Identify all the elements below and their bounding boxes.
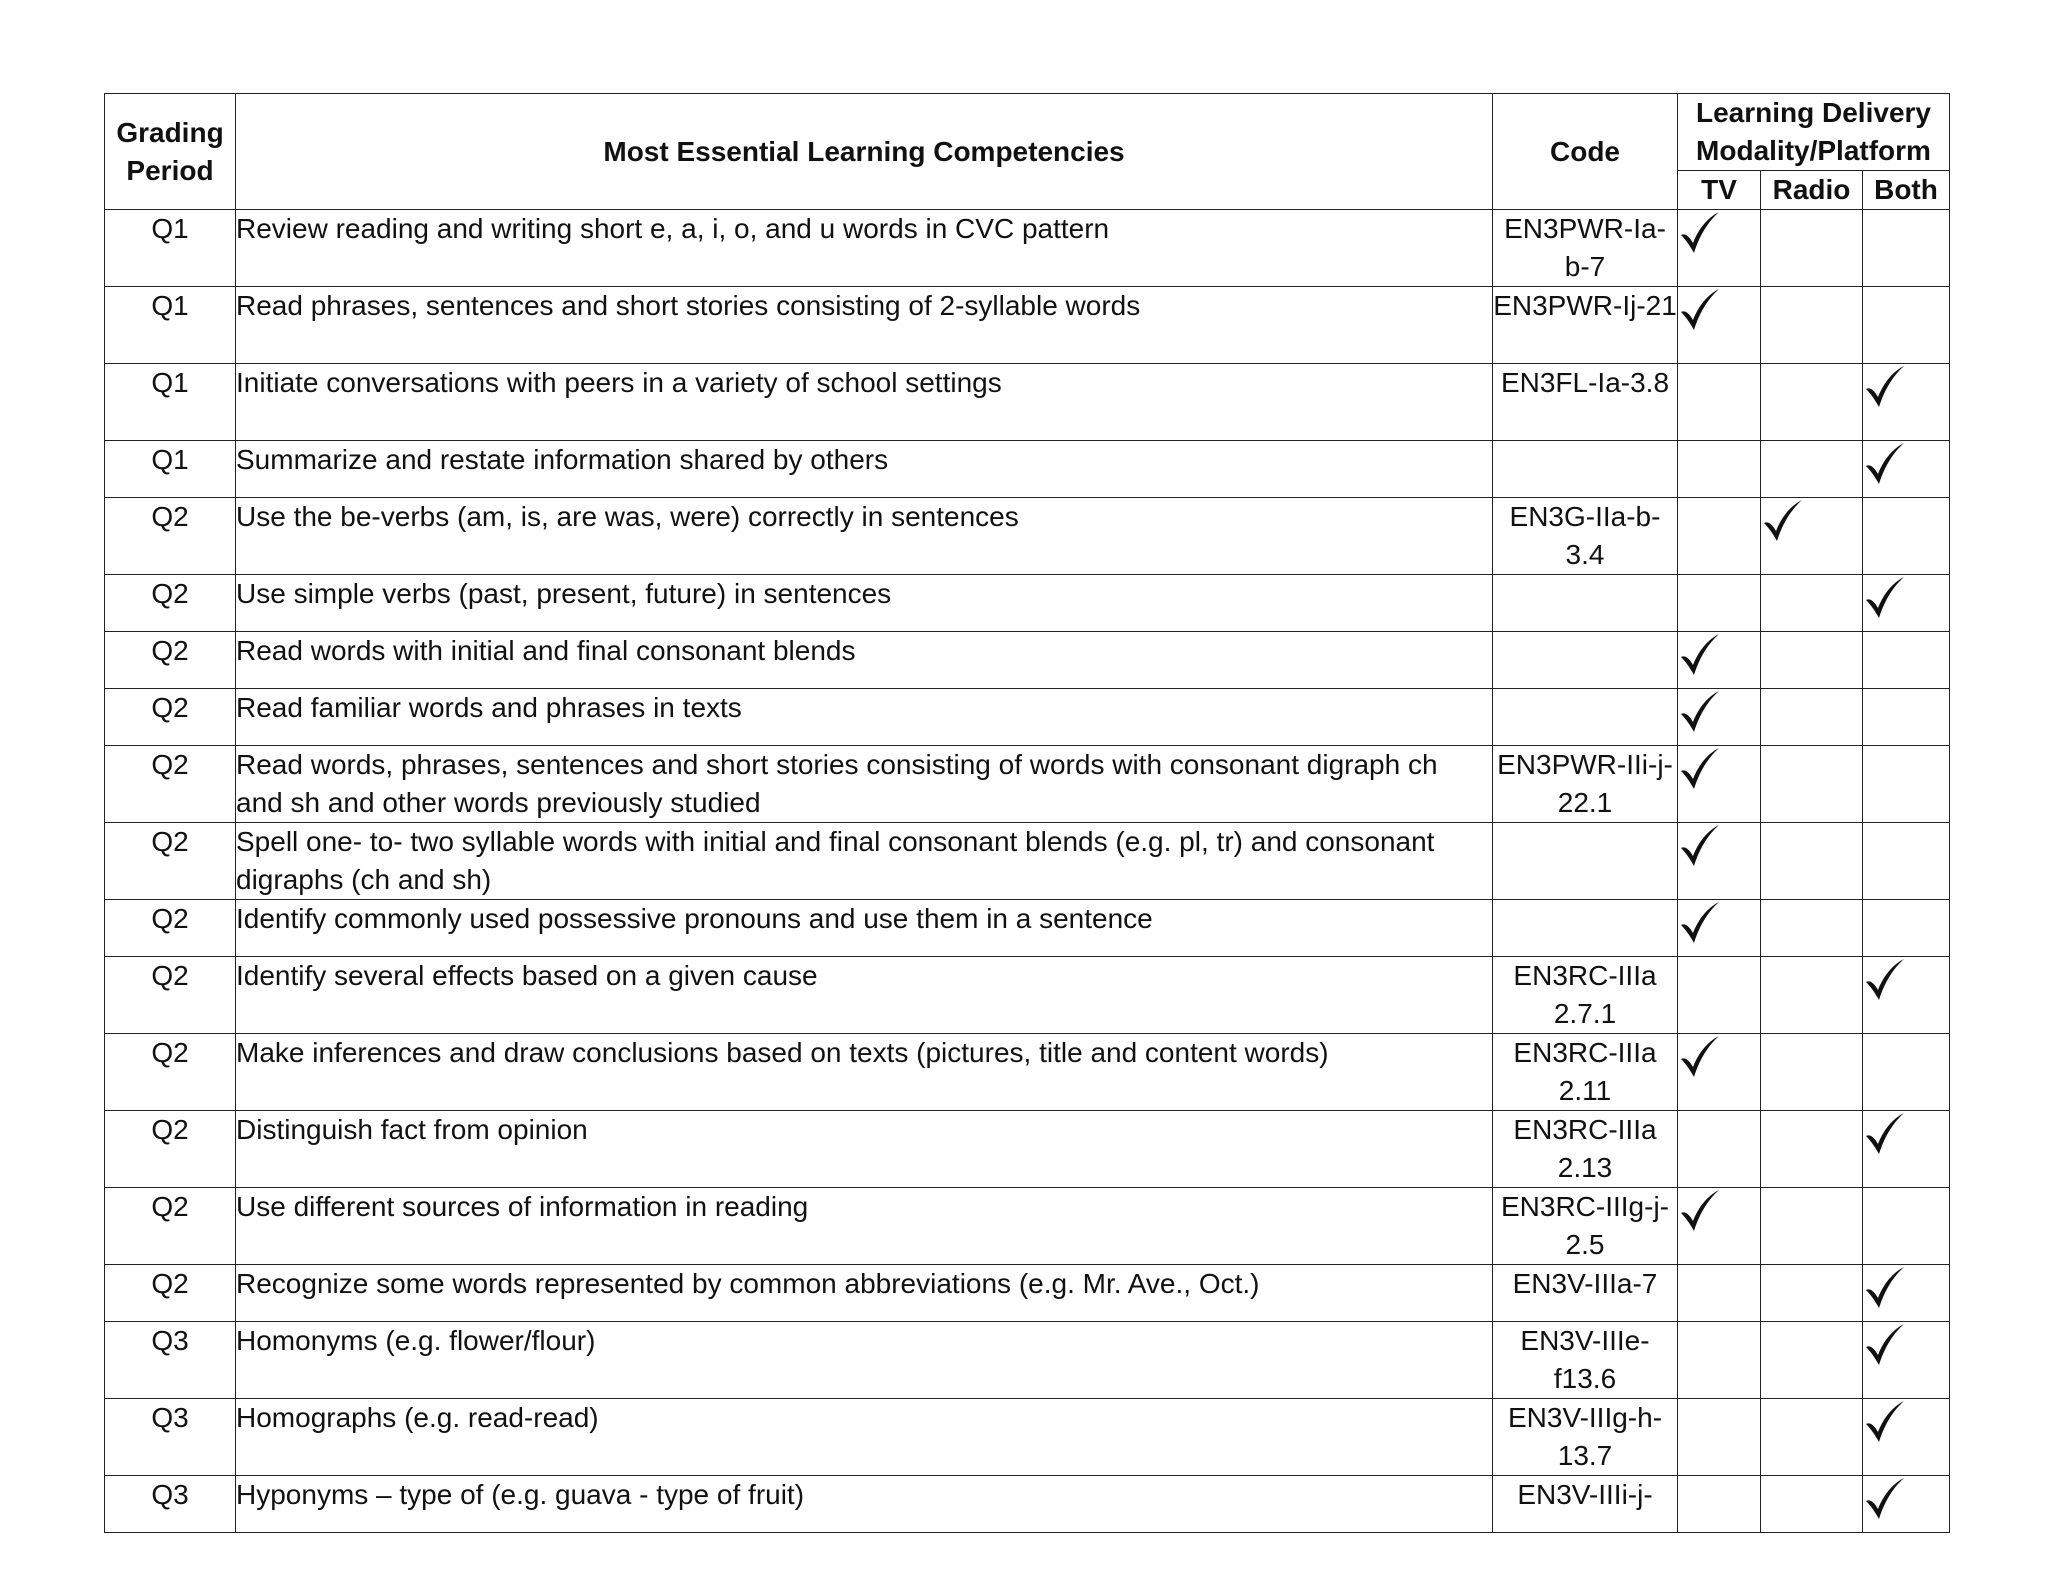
- grading-period-cell: Q2: [105, 823, 236, 900]
- checkmark-icon: [1863, 364, 1907, 410]
- code-cell: EN3PWR-Ia-b-7: [1493, 210, 1678, 287]
- code-cell: EN3PWR-IIi-j-22.1: [1493, 746, 1678, 823]
- platform-both-cell: [1863, 287, 1950, 364]
- competency-cell: Read words with initial and final consonant blends: [236, 632, 1493, 689]
- table-row: [105, 632, 1950, 689]
- grading-period-cell: Q1: [105, 287, 236, 364]
- grading-period-cell: Q2: [105, 746, 236, 823]
- header-code: Code: [1493, 94, 1678, 210]
- table-row: [105, 900, 1950, 957]
- table-body: [105, 210, 1950, 1533]
- checkmark-icon: [1678, 632, 1722, 678]
- platform-tv-cell: [1678, 1111, 1761, 1188]
- platform-both-cell: [1863, 689, 1950, 746]
- table-row: [105, 1265, 1950, 1322]
- platform-radio-cell: [1761, 441, 1863, 498]
- code-cell: [1493, 632, 1678, 689]
- platform-both-cell: [1863, 900, 1950, 957]
- code-cell: EN3V-IIIa-7: [1493, 1265, 1678, 1322]
- code-cell: EN3RC-IIIg-j-2.5: [1493, 1188, 1678, 1265]
- platform-both-cell: [1863, 957, 1950, 1034]
- platform-tv-cell: [1678, 210, 1761, 287]
- grading-period-cell: Q2: [105, 1265, 236, 1322]
- table-row: [105, 746, 1950, 823]
- table-row: [105, 1111, 1950, 1188]
- header-delivery-modality: Learning Delivery Modality/Platform: [1678, 94, 1950, 171]
- checkmark-icon: [1863, 957, 1907, 1003]
- grading-period-cell: Q2: [105, 957, 236, 1034]
- code-cell: EN3PWR-Ij-21: [1493, 287, 1678, 364]
- grading-period-cell: Q2: [105, 498, 236, 575]
- code-cell: [1493, 689, 1678, 746]
- table-row: [105, 689, 1950, 746]
- competency-cell: Homographs (e.g. read-read): [236, 1399, 1493, 1476]
- checkmark-icon: [1678, 1188, 1722, 1234]
- platform-tv-cell: [1678, 1322, 1761, 1399]
- platform-tv-cell: [1678, 441, 1761, 498]
- checkmark-icon: [1863, 1111, 1907, 1157]
- code-cell: [1493, 823, 1678, 900]
- platform-radio-cell: [1761, 1188, 1863, 1265]
- code-cell: EN3FL-Ia-3.8: [1493, 364, 1678, 441]
- platform-radio-cell: [1761, 364, 1863, 441]
- checkmark-icon: [1863, 575, 1907, 621]
- platform-both-cell: [1863, 1034, 1950, 1111]
- platform-radio-cell: [1761, 498, 1863, 575]
- table-row: [105, 364, 1950, 441]
- checkmark-icon: [1863, 1322, 1907, 1368]
- checkmark-icon: [1761, 498, 1805, 544]
- platform-tv-cell: [1678, 1399, 1761, 1476]
- platform-both-cell: [1863, 1322, 1950, 1399]
- header-tv: TV: [1678, 171, 1761, 210]
- competency-cell: Initiate conversations with peers in a variety of school settings: [236, 364, 1493, 441]
- platform-radio-cell: [1761, 632, 1863, 689]
- table-row: [105, 957, 1950, 1034]
- code-cell: EN3G-IIa-b-3.4: [1493, 498, 1678, 575]
- code-cell: EN3V-IIIe-f13.6: [1493, 1322, 1678, 1399]
- platform-both-cell: [1863, 1188, 1950, 1265]
- grading-period-cell: Q2: [105, 900, 236, 957]
- code-cell: [1493, 575, 1678, 632]
- competency-cell: Use the be-verbs (am, is, are was, were) correctly in sentences: [236, 498, 1493, 575]
- code-cell: [1493, 900, 1678, 957]
- table-row: [105, 441, 1950, 498]
- competency-cell: Recognize some words represented by common abbreviations (e.g. Mr. Ave., Oct.): [236, 1265, 1493, 1322]
- checkmark-icon: [1863, 441, 1907, 487]
- platform-both-cell: [1863, 746, 1950, 823]
- code-cell: EN3RC-IIIa 2.11: [1493, 1034, 1678, 1111]
- platform-tv-cell: [1678, 1034, 1761, 1111]
- platform-both-cell: [1863, 823, 1950, 900]
- checkmark-icon: [1863, 1399, 1907, 1445]
- table-row: [105, 210, 1950, 287]
- platform-radio-cell: [1761, 746, 1863, 823]
- grading-period-cell: Q2: [105, 1188, 236, 1265]
- competency-cell: Spell one- to- two syllable words with initial and final consonant blends (e.g. pl, tr) and consonant digraphs (ch and sh): [236, 823, 1493, 900]
- competency-cell: Homonyms (e.g. flower/flour): [236, 1322, 1493, 1399]
- platform-radio-cell: [1761, 900, 1863, 957]
- checkmark-icon: [1863, 1265, 1907, 1311]
- platform-both-cell: [1863, 1399, 1950, 1476]
- platform-tv-cell: [1678, 364, 1761, 441]
- platform-radio-cell: [1761, 823, 1863, 900]
- grading-period-cell: Q3: [105, 1399, 236, 1476]
- platform-tv-cell: [1678, 498, 1761, 575]
- platform-both-cell: [1863, 498, 1950, 575]
- table-row: [105, 498, 1950, 575]
- header-both: Both: [1863, 171, 1950, 210]
- code-cell: [1493, 441, 1678, 498]
- platform-radio-cell: [1761, 1322, 1863, 1399]
- platform-tv-cell: [1678, 957, 1761, 1034]
- competency-cell: Review reading and writing short e, a, i, o, and u words in CVC pattern: [236, 210, 1493, 287]
- platform-radio-cell: [1761, 287, 1863, 364]
- grading-period-cell: Q2: [105, 1111, 236, 1188]
- code-cell: EN3RC-IIIa 2.7.1: [1493, 957, 1678, 1034]
- table-row: [105, 823, 1950, 900]
- platform-tv-cell: [1678, 1265, 1761, 1322]
- platform-both-cell: [1863, 632, 1950, 689]
- competency-cell: Read words, phrases, sentences and short stories consisting of words with consonant digraph ch and sh and other words previously studied: [236, 746, 1493, 823]
- platform-tv-cell: [1678, 689, 1761, 746]
- checkmark-icon: [1678, 1034, 1722, 1080]
- table-row: [105, 287, 1950, 364]
- platform-radio-cell: [1761, 1034, 1863, 1111]
- competency-cell: Distinguish fact from opinion: [236, 1111, 1493, 1188]
- platform-both-cell: [1863, 210, 1950, 287]
- platform-tv-cell: [1678, 632, 1761, 689]
- grading-period-cell: Q3: [105, 1476, 236, 1533]
- competency-cell: Make inferences and draw conclusions based on texts (pictures, title and content words): [236, 1034, 1493, 1111]
- platform-tv-cell: [1678, 900, 1761, 957]
- checkmark-icon: [1863, 1476, 1907, 1522]
- platform-tv-cell: [1678, 1188, 1761, 1265]
- platform-both-cell: [1863, 1111, 1950, 1188]
- grading-period-cell: Q1: [105, 210, 236, 287]
- table-row: [105, 575, 1950, 632]
- table-row: [105, 1188, 1950, 1265]
- competency-cell: Hyponyms – type of (e.g. guava - type of fruit): [236, 1476, 1493, 1533]
- competency-cell: Identify commonly used possessive pronouns and use them in a sentence: [236, 900, 1493, 957]
- table-row: [105, 1322, 1950, 1399]
- platform-tv-cell: [1678, 823, 1761, 900]
- competency-cell: Summarize and restate information shared by others: [236, 441, 1493, 498]
- competency-cell: Use different sources of information in reading: [236, 1188, 1493, 1265]
- platform-radio-cell: [1761, 689, 1863, 746]
- checkmark-icon: [1678, 746, 1722, 792]
- code-cell: EN3V-IIIi-j-: [1493, 1476, 1678, 1533]
- grading-period-cell: Q2: [105, 689, 236, 746]
- header-radio: Radio: [1761, 171, 1863, 210]
- platform-radio-cell: [1761, 1399, 1863, 1476]
- table-row: [105, 1034, 1950, 1111]
- code-cell: EN3V-IIIg-h-13.7: [1493, 1399, 1678, 1476]
- checkmark-icon: [1678, 287, 1722, 333]
- table-row: [105, 1399, 1950, 1476]
- competency-cell: Read phrases, sentences and short stories consisting of 2-syllable words: [236, 287, 1493, 364]
- table-header: [105, 94, 1950, 210]
- platform-tv-cell: [1678, 575, 1761, 632]
- code-cell: EN3RC-IIIa 2.13: [1493, 1111, 1678, 1188]
- checkmark-icon: [1678, 689, 1722, 735]
- platform-radio-cell: [1761, 1265, 1863, 1322]
- platform-both-cell: [1863, 575, 1950, 632]
- platform-radio-cell: [1761, 1111, 1863, 1188]
- competency-cell: Identify several effects based on a given cause: [236, 957, 1493, 1034]
- platform-both-cell: [1863, 1265, 1950, 1322]
- grading-period-cell: Q1: [105, 364, 236, 441]
- competency-cell: Read familiar words and phrases in texts: [236, 689, 1493, 746]
- platform-both-cell: [1863, 1476, 1950, 1533]
- checkmark-icon: [1678, 900, 1722, 946]
- platform-radio-cell: [1761, 210, 1863, 287]
- platform-radio-cell: [1761, 575, 1863, 632]
- competencies-table: [104, 93, 1950, 1533]
- checkmark-icon: [1678, 210, 1722, 256]
- platform-both-cell: [1863, 364, 1950, 441]
- grading-period-cell: Q2: [105, 575, 236, 632]
- platform-tv-cell: [1678, 746, 1761, 823]
- table-row: [105, 1476, 1950, 1533]
- platform-radio-cell: [1761, 957, 1863, 1034]
- checkmark-icon: [1678, 823, 1722, 869]
- platform-radio-cell: [1761, 1476, 1863, 1533]
- platform-both-cell: [1863, 441, 1950, 498]
- platform-tv-cell: [1678, 287, 1761, 364]
- grading-period-cell: Q1: [105, 441, 236, 498]
- header-grading-period: Grading Period: [105, 94, 236, 210]
- grading-period-cell: Q3: [105, 1322, 236, 1399]
- grading-period-cell: Q2: [105, 632, 236, 689]
- platform-tv-cell: [1678, 1476, 1761, 1533]
- grading-period-cell: Q2: [105, 1034, 236, 1111]
- header-competencies: Most Essential Learning Competencies: [236, 94, 1493, 210]
- competency-cell: Use simple verbs (past, present, future) in sentences: [236, 575, 1493, 632]
